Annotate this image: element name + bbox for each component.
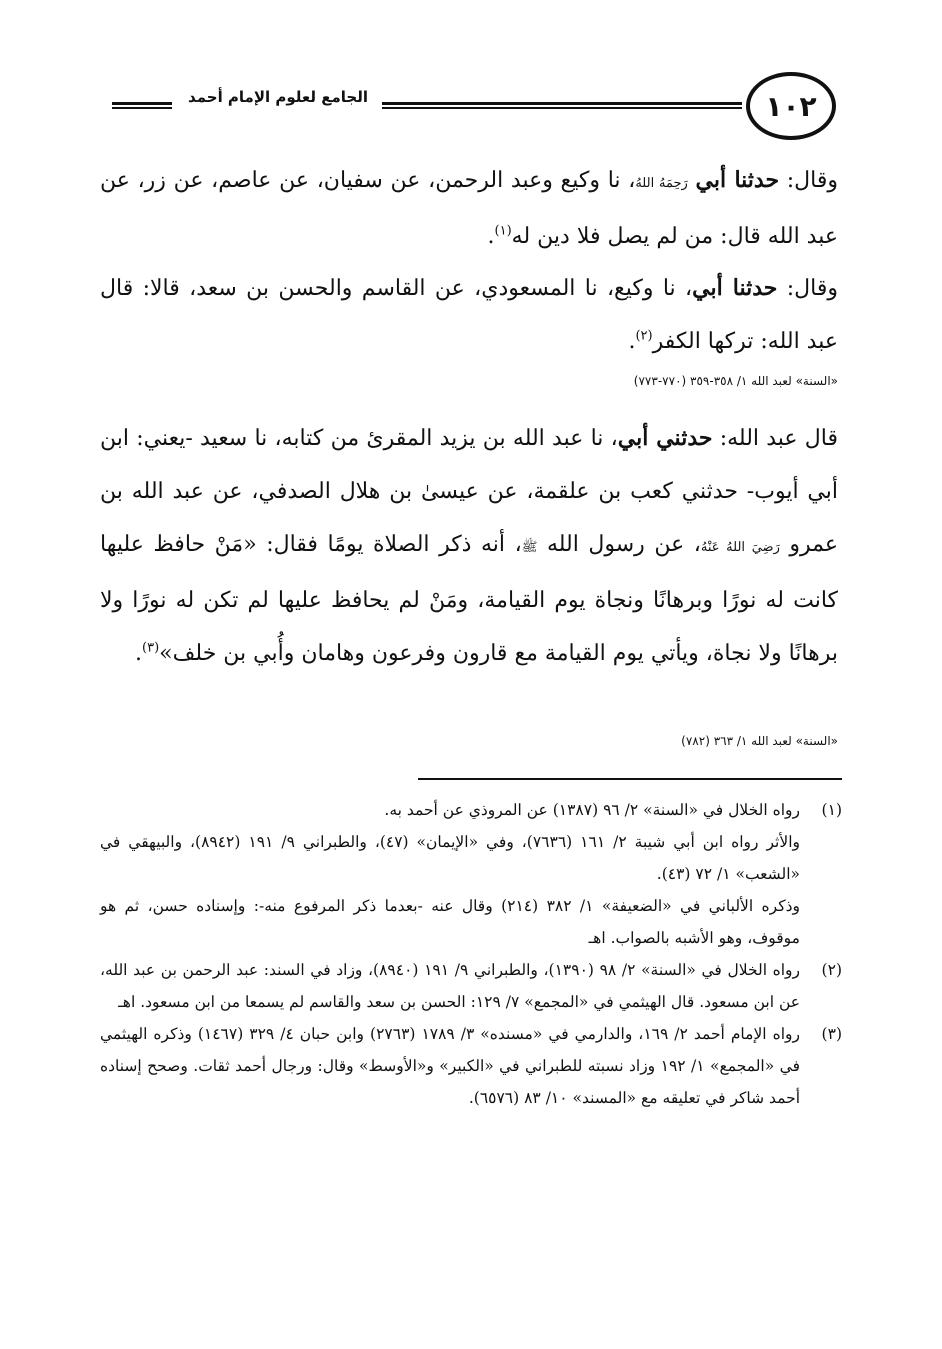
narration-end: . bbox=[628, 329, 636, 354]
footnote-body bbox=[100, 1018, 800, 1114]
footnote-reference: (٣) bbox=[142, 640, 160, 656]
footnote-reference: (١) bbox=[494, 223, 512, 239]
footnote-reference: (٢) bbox=[635, 328, 653, 344]
narration-end: . bbox=[487, 224, 495, 249]
narration-text: ، نا وكيع وعبد الرحمن، عن سفيان، عن عاصم، عن زر، عن عبد الله قال: من لم يصل فلا دين له bbox=[100, 168, 838, 249]
footnote-separator bbox=[418, 778, 842, 780]
footnote-line: رواه الإمام أحمد ٢/ ١٦٩، والدارمي في «مسنده» ٣/ ١٧٨٩ (٢٧٦٣) وابن حبان ٤/ ٣٢٩ (١٤٦٧) وذكره الهيثمي في «المجمع» ١/ ١٩٢ وزاد نسبته للطبراني في «الكبير» و«الأوسط» وقال: ورجال أحمد ثقات. وصحح إسناده أحمد شاكر في تعليقه مع «المسند» ١٠/ ٨٣ (٦٥٧٦). bbox=[100, 1025, 800, 1107]
footnote-line: رواه الخلال في «السنة» ٢/ ٩٦ (١٣٨٧) عن المروذي عن أحمد به. bbox=[384, 801, 800, 819]
narration-paragraph-3 bbox=[100, 412, 838, 680]
narrator-bold: حدثنا أبي bbox=[692, 275, 778, 301]
honorific-glyph: ﷺ bbox=[521, 540, 538, 555]
page-number: ١٠٢ bbox=[746, 72, 836, 140]
footnote-line: رواه الخلال في «السنة» ٢/ ٩٨ (١٣٩٠)، والطبراني ٩/ ١٩١ (٨٩٤٠)، وزاد في السند: عبد الرحمن بن عبد الله، عن ابن مسعود. قال الهيثمي في «المجمع» ٧/ ١٢٩: الحسن بن سعد والقاسم لم يسمعا من ابن مسعود. اهـ bbox=[100, 961, 801, 1011]
footnote-body bbox=[100, 954, 800, 1018]
footnote-number: (١) bbox=[821, 801, 842, 819]
narration-intro: وقال: bbox=[786, 168, 839, 193]
footnote-line: وذكره الألباني في «الضعيفة» ١/ ٣٨٢ (٢١٤) وقال عنه -بعدما ذكر المرفوع منه-: وإسناده حسن، ثم هو موقوف، وهو الأشبه بالصواب. اهـ bbox=[100, 897, 801, 947]
honorific-glyph: رَضِيَ اللهُ عَنْهُ bbox=[700, 540, 780, 555]
footnote-number: (٢) bbox=[821, 961, 842, 979]
narration-text: ، نا عبد الله بن يزيد المقرئ من كتابه، نا سعيد -يعني: ابن أبي أيوب- حدثني كعب بن علقمة، عن عيسىٰ بن هلال الصدفي، عن عبد الله بن عمرو bbox=[100, 426, 838, 557]
page-header bbox=[112, 66, 842, 144]
narrator-bold: حدثني أبي bbox=[617, 425, 713, 451]
narration-intro: وقال: bbox=[786, 276, 838, 301]
narration-text: ، نا وكيع، نا المسعودي، عن القاسم والحسن بن سعد، قالا: قال عبد الله: تركها الكفر bbox=[100, 276, 838, 354]
source-citation-1: «السنة» لعبد الله ١/ ٣٥٨-٣٥٩ (٧٧٠-٧٧٣) bbox=[633, 374, 838, 388]
honorific-glyph: رَحِمَهُ اللهُ bbox=[635, 176, 688, 191]
footnote-1 bbox=[100, 794, 842, 954]
footnote-line: والأثر رواه ابن أبي شيبة ٢/ ١٦١ (٧٦٣٦)، وفي «الإيمان» (٤٧)، والطبراني ٩/ ١٩١ (٨٩٤٢)، والبيهقي في «الشعب» ١/ ٧٢ (٤٣). bbox=[100, 833, 800, 883]
narration-end: . bbox=[135, 641, 143, 666]
footnote-number: (٣) bbox=[821, 1025, 842, 1043]
narration-text: ، أنه ذكر الصلاة يومًا فقال: «مَنْ حافظ عليها كانت له نورًا وبرهانًا ونجاة يوم القيامة، ومَنْ لم يحافظ عليها لم تكن له نورًا ولا برهانًا ولا نجاة، ويأتي يوم القيامة مع قارون وفرعون وهامان وأُبي بن خلف» bbox=[100, 532, 838, 666]
header-rule-middle bbox=[382, 102, 732, 109]
narration-paragraph-1 bbox=[100, 154, 838, 263]
footnotes bbox=[100, 794, 842, 1114]
footnote-body bbox=[100, 794, 800, 954]
header-rule-left bbox=[112, 102, 172, 109]
narration-intro: قال عبد الله: bbox=[719, 426, 838, 451]
footnote-3 bbox=[100, 1018, 842, 1114]
narration-paragraph-2 bbox=[100, 262, 838, 368]
running-title: الجامع لعلوم الإمام أحمد bbox=[188, 88, 368, 106]
source-citation-2: «السنة» لعبد الله ١/ ٣٦٣ (٧٨٢) bbox=[681, 734, 838, 748]
footnote-2 bbox=[100, 954, 842, 1018]
narrator-bold: حدثنا أبي bbox=[695, 167, 780, 193]
narration-text: ، عن رسول الله bbox=[546, 532, 701, 557]
